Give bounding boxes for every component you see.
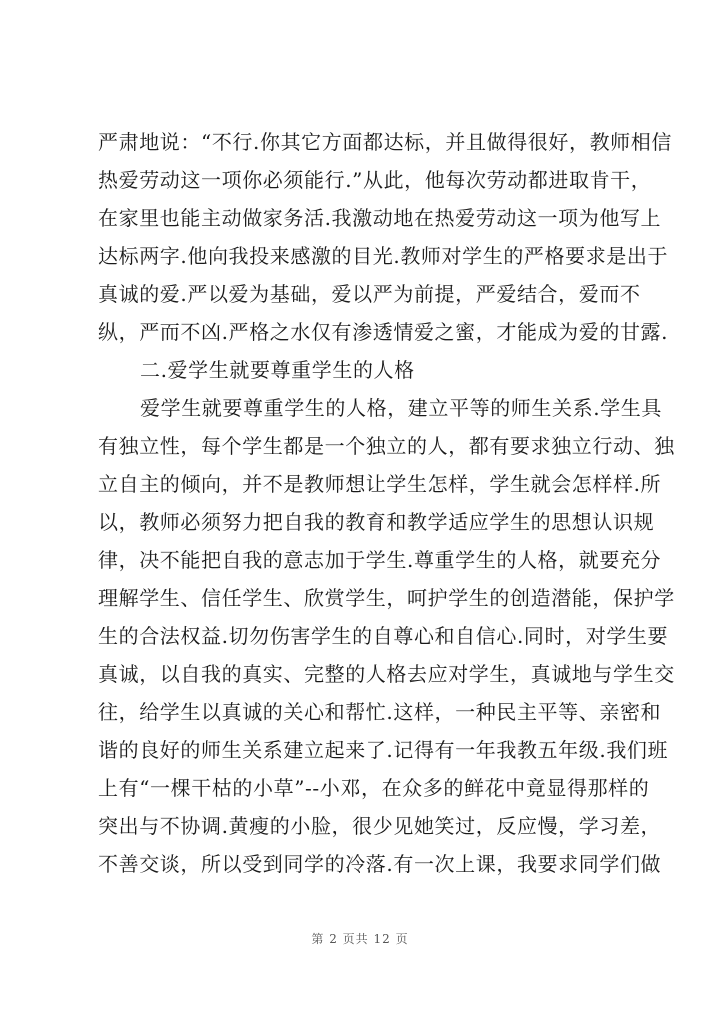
- section-heading: 二.爱学生就要尊重学生的人格: [140, 358, 415, 382]
- text-line: 往，给学生以真诚的关心和帮忙.这样，一种民主平等、亲密和: [98, 700, 662, 724]
- text-line: 真诚，以自我的真实、完整的人格去应对学生，真诚地与学生交: [98, 662, 675, 686]
- text-line: 在家里也能主动做家务活.我激动地在热爱劳动这一项为他写上: [98, 206, 662, 230]
- page-number-footer: 第 2 页共 12 页: [311, 932, 409, 946]
- text-line: 律，决不能把自我的意志加于学生.尊重学生的人格，就要充分: [98, 548, 662, 572]
- text-line: 严肃地说：“不行.你其它方面都达标，并且做得很好，教师相信: [98, 130, 672, 154]
- text-line: 爱学生就要尊重学生的人格，建立平等的师生关系.学生具: [140, 396, 662, 420]
- text-line: 生的合法权益.切勿伤害学生的自尊心和自信心.同时，对学生要: [98, 624, 669, 648]
- text-line: 上有“一棵干枯的小草”--小邓，在众多的鲜花中竟显得那样的: [98, 776, 650, 800]
- text-line: 立自主的倾向，并不是教师想让学生怎样，学生就会怎样样.所: [98, 472, 662, 496]
- text-line: 有独立性，每个学生都是一个独立的人，都有要求独立行动、独: [98, 434, 675, 458]
- text-line: 纵，严而不凶.严格之水仅有渗透情爱之蜜，才能成为爱的甘露.: [98, 320, 669, 344]
- text-line: 热爱劳动这一项你必须能行.”从此，他每次劳动都进取肯干，: [98, 168, 652, 192]
- text-line: 谐的良好的师生关系建立起来了.记得有一年我教五年级.我们班: [98, 738, 669, 762]
- text-line: 以，教师必须努力把自我的教育和教学适应学生的思想认识规: [98, 510, 655, 534]
- text-line: 达标两字.他向我投来感激的目光.教师对学生的严格要求是出于: [98, 244, 669, 268]
- text-line: 不善交谈，所以受到同学的冷落.有一次上课，我要求同学们做: [98, 852, 662, 876]
- text-line: 突出与不协调.黄瘦的小脸，很少见她笑过，反应慢，学习差，: [98, 814, 662, 838]
- text-line: 理解学生、信任学生、欣赏学生，呵护学生的创造潜能，保护学: [98, 586, 675, 610]
- text-line: 真诚的爱.严以爱为基础，爱以严为前提，严爱结合，爱而不: [98, 282, 641, 306]
